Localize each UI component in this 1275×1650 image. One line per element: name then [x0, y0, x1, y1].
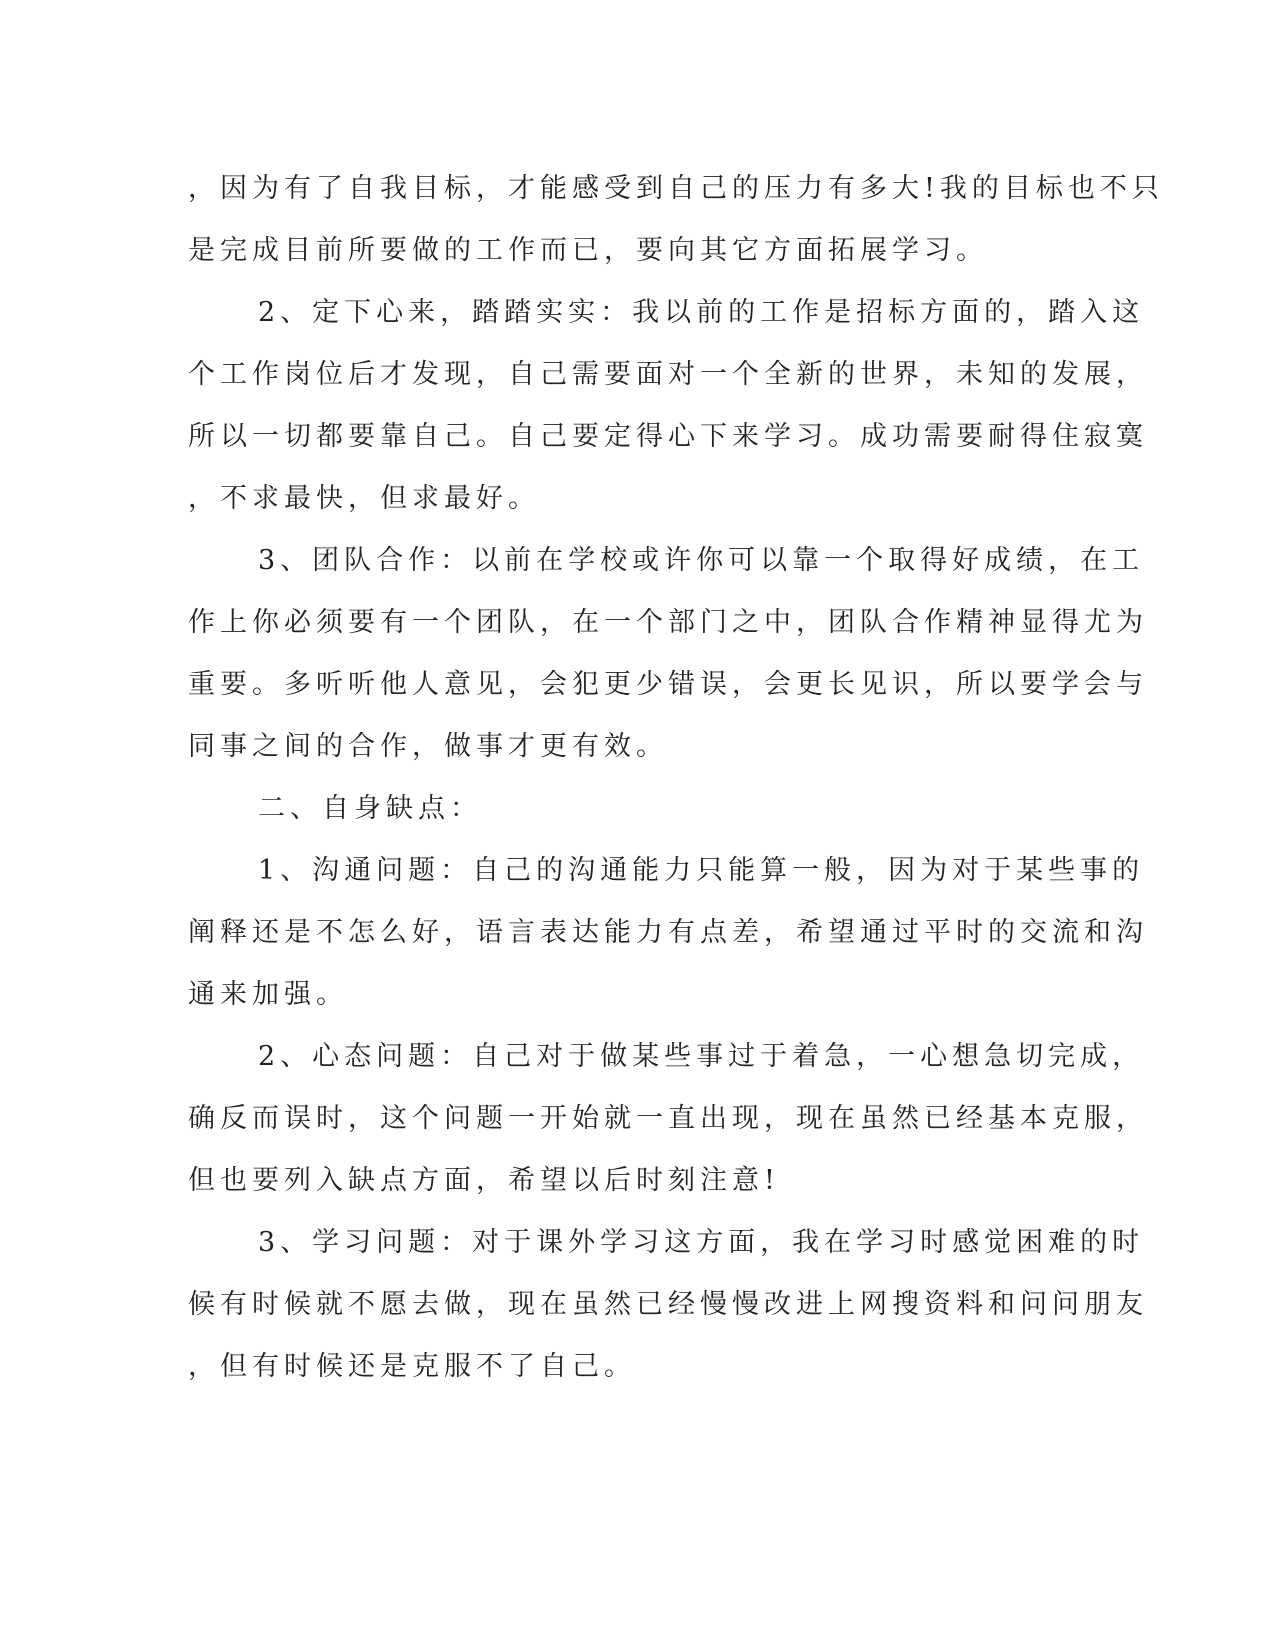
- text-line-15: 2、心态问题：自己对于做某些事过于着急，一心想急切完成，: [258, 1041, 1145, 1072]
- document-body: [188, 158, 1164, 1398]
- text-line-2: 是完成目前所要做的工作而已，要向其它方面拓展学习。: [188, 235, 988, 266]
- text-line-8: 作上你必须要有一个团队，在一个部门之中，团队合作精神显得尤为: [188, 607, 1148, 638]
- text-line-12: 1、沟通问题：自己的沟通能力只能算一般，因为对于某些事的: [258, 855, 1145, 886]
- text-line-9: 重要。多听听他人意见，会犯更少错误，会更长见识，所以要学会与: [188, 669, 1148, 700]
- text-line-3: 2、定下心来，踏踏实实：我以前的工作是招标方面的，踏入这: [258, 297, 1145, 328]
- text-line-1: ，因为有了自我目标，才能感受到自己的压力有多大!我的目标也不只: [188, 173, 1164, 204]
- text-line-4: 个工作岗位后才发现，自己需要面对一个全新的世界，未知的发展，: [188, 359, 1148, 390]
- text-line-20: ，但有时候还是克服不了自己。: [188, 1351, 636, 1382]
- text-line-7: 3、团队合作：以前在学校或许你可以靠一个取得好成绩，在工: [258, 545, 1145, 576]
- text-line-6: ，不求最快，但求最好。: [188, 483, 540, 514]
- text-line-18: 3、学习问题：对于课外学习这方面，我在学习时感觉困难的时: [258, 1227, 1145, 1258]
- text-line-17: 但也要列入缺点方面，希望以后时刻注意!: [188, 1165, 780, 1196]
- text-line-16: 确反而误时，这个问题一开始就一直出现，现在虽然已经基本克服，: [188, 1103, 1148, 1134]
- text-line-19: 候有时候就不愿去做，现在虽然已经慢慢改进上网搜资料和问问朋友: [188, 1289, 1148, 1320]
- text-line-5: 所以一切都要靠自己。自己要定得心下来学习。成功需要耐得住寂寞: [188, 421, 1148, 452]
- section-heading: 二、自身缺点：: [258, 793, 482, 824]
- text-line-13: 阐释还是不怎么好，语言表达能力有点差，希望通过平时的交流和沟: [188, 917, 1148, 948]
- text-line-14: 通来加强。: [188, 979, 348, 1010]
- text-line-10: 同事之间的合作，做事才更有效。: [188, 731, 668, 762]
